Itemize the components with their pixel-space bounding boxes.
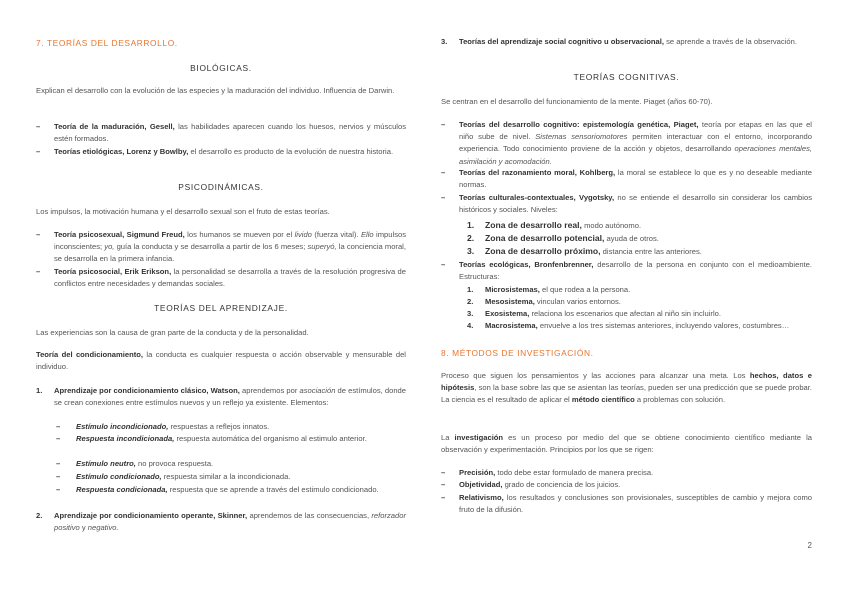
biologicas-heading: BIOLÓGICAS. bbox=[190, 63, 252, 73]
cognitivas-heading: TEORÍAS COGNITIVAS. bbox=[573, 72, 680, 82]
numbered-sub-item: 4. Macrosistema, envuelve a los tres sistemas anteriores, incluyendo valores, costumbres… bbox=[467, 321, 790, 330]
list-item: – Teoría psicosexual, Sigmund Freud, los humanos se mueven por el livido (fuerza vital). Ello impulsos inconscientes; yo, guía la conducta y se desarrolla a partir de los 6 meses; superyó, la conciencia moral, se desarrolla en la primera infancia. bbox=[36, 230, 407, 264]
section-8-heading: 8. MÉTODOS DE INVESTIGACIÓN. bbox=[441, 348, 594, 358]
list-item: – Teorías ecológicas, Bronfenbrenner, desarrollo de la persona en conjunto con el medioambiente. Estructuras: bbox=[441, 260, 812, 282]
sub-list-item: – Respuesta incondicionada, respuesta automática del organismo al estimulo anterior. bbox=[56, 434, 367, 443]
numbered-sub-item: 1. Zona de desarrollo real, modo autónomo. bbox=[467, 220, 642, 230]
page-number: 2 bbox=[807, 541, 812, 550]
list-item: – Teoría psicosocial, Erik Erikson, la personalidad se desarrolla a través de la resolución progresiva de conflictos entre necesidades y demandas sociales. bbox=[36, 267, 406, 289]
sub-list-item: – Estímulo condicionado, respuesta similar a la incondicionada. bbox=[56, 472, 291, 481]
list-item: – Teorías del razonamiento moral, Kohlberg, la moral se establece lo que es y no deseable mediante normas. bbox=[441, 168, 812, 190]
psicodinamicas-heading: PSICODINÁMICAS. bbox=[178, 182, 264, 192]
sub-list-item: – Respuesta condicionada, respuesta que se aprende a través del estimulo condicionado. bbox=[56, 485, 379, 494]
biologicas-intro: Explican el desarrollo con la evolución de las especies y la maduración del individuo. Influencia de Darwin. bbox=[36, 86, 395, 95]
aprendizaje-heading: TEORÍAS DEL APRENDIZAJE. bbox=[154, 303, 288, 313]
numbered-item: 2. Aprendizaje por condicionamiento operante, Skinner, aprendemos de las consecuencias, reforzador positivo y negativo. bbox=[36, 511, 406, 533]
list-item: – Objetividad, grado de conciencia de los juicios. bbox=[441, 480, 621, 489]
cognitivas-intro: Se centran en el desarrollo del funcionamiento de la mente. Piaget (años 60-70). bbox=[441, 97, 713, 106]
section-7-heading: 7. TEORÍAS DEL DESARROLLO. bbox=[36, 38, 178, 48]
numbered-item: 3. Teorías del aprendizaje social cognitivo u observacional, se aprende a través de la observación. bbox=[441, 37, 797, 46]
metodos-paragraph-2: La investigación es un proceso por medio del que se obtiene conocimiento científico mediante la observación y experimentación. Principios por los que se rigen: bbox=[441, 433, 812, 455]
aprendizaje-intro: Las experiencias son la causa de gran parte de la conducta y de la personalidad. bbox=[36, 328, 309, 337]
sub-list-item: – Estímulo incondicionado, respuestas a reflejos innatos. bbox=[56, 422, 270, 431]
list-item: – Teorías del desarrollo cognitivo: epistemología genética, Piaget, teoría por etapas en las que el niño sube de nivel. Sistemas sensoriomotores permiten interactuar con el entorno, incorporando experiencia. Todo conocimiento proviene de la acción y objetos, desarrollando operaciones mentales, asimilación y acomodación. bbox=[441, 120, 812, 166]
list-item: – Teorías etiológicas, Lorenz y Bowlby, el desarrollo es producto de la evolución de nuestra historia. bbox=[36, 147, 394, 156]
list-item: – Teoría de la maduración, Gesell, las habilidades aparecen cuando los huesos, nervios y músculos estén formados. bbox=[36, 122, 406, 144]
numbered-sub-item: 2. Zona de desarrollo potencial, ayuda de otros. bbox=[467, 233, 659, 243]
metodos-paragraph-1: Proceso que siguen los pensamientos y las acciones para alcanzar una meta. Los hechos, datos e hipótesis, son la base sobre las que se asientan las teorías, pueden ser una predicción que se puede probar. La ciencia es el resultado de aplicar el método científico a problemas con solución. bbox=[441, 371, 812, 405]
list-item: – Relativismo, los resultados y conclusiones son provisionales, susceptibles de cambio y mejora como fruto de la difusión. bbox=[441, 493, 812, 515]
sub-list-item: – Estímulo neutro, no provoca respuesta. bbox=[56, 459, 214, 468]
list-item: – Precisión, todo debe estar formulado de manera precisa. bbox=[441, 468, 654, 477]
numbered-sub-item: 2. Mesosistema, vinculan varios entornos. bbox=[467, 297, 621, 306]
list-item: – Teorías culturales-contextuales, Vygotsky, no se entiende el desarrollo sin considerar los cambios históricos y sociales. Niveles: bbox=[441, 193, 812, 215]
psicodinamicas-intro: Los impulsos, la motivación humana y el desarrollo sexual son el fruto de estas teorías. bbox=[36, 207, 330, 216]
numbered-item: 1. Aprendizaje por condicionamiento clásico, Watson, aprendemos por asociación de estímulos, donde se crean conexiones entre estímulos nuevos y un reflejo ya existente. Elementos: bbox=[36, 386, 407, 408]
condicionamiento-paragraph: Teoría del condicionamiento, la conducta es cualquier respuesta o acción observable y mensurable del individuo. bbox=[36, 350, 406, 372]
numbered-sub-item: 1. Microsistemas, el que rodea a la persona. bbox=[467, 285, 631, 294]
numbered-sub-item: 3. Exosistema, relaciona los escenarios que afectan al niño sin incluirlo. bbox=[467, 309, 721, 318]
numbered-sub-item: 3. Zona de desarrollo próximo, distancia entre las anteriores. bbox=[467, 246, 702, 256]
